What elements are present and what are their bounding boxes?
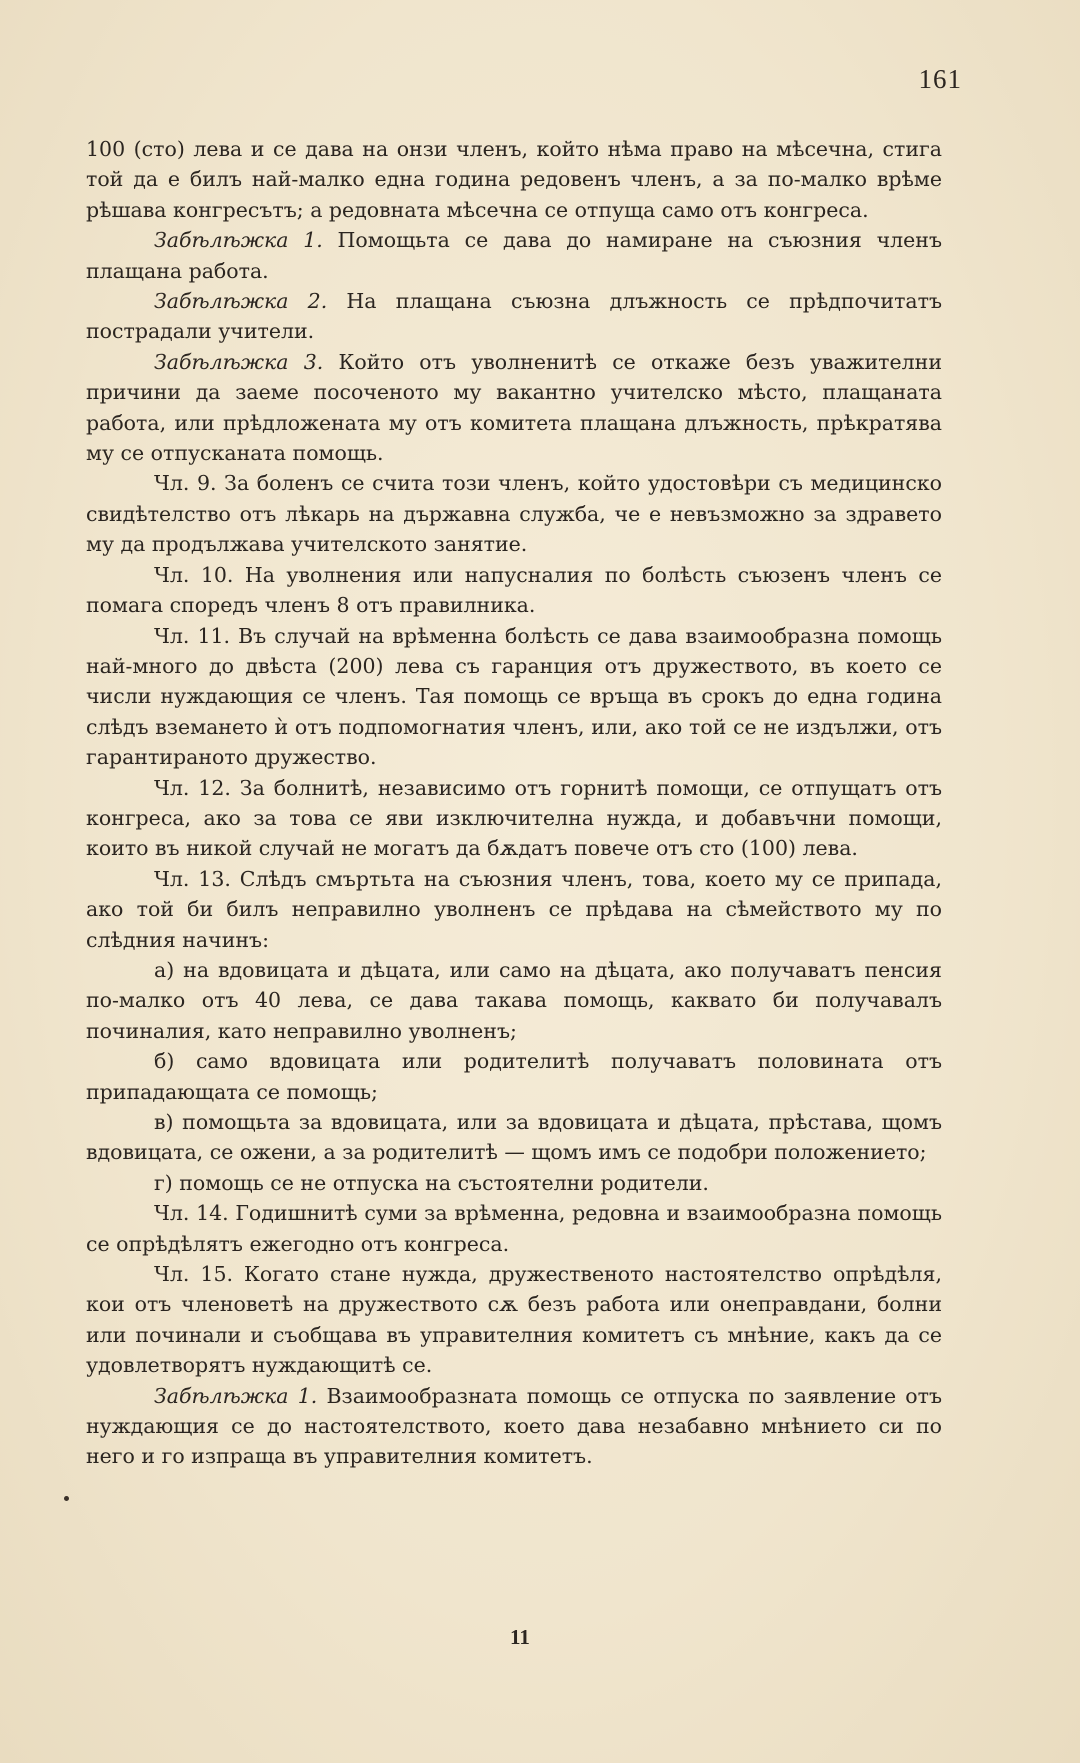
note-1: [86, 225, 942, 286]
signature-mark: 11: [510, 1625, 530, 1649]
article-12: Чл. 12. За болнитѣ, независимо отъ горнитѣ помощи, се отпущатъ отъ конгреса, ако за това се яви изключителна нужда, и добавъчни помощи, които въ никой случай не могатъ да бѫдатъ повече отъ сто (100) лева.: [86, 775, 942, 861]
note-label: Забѣлѣжка 1.: [154, 1383, 318, 1408]
note-text: Помощьта се дава до намиране на съюзния членъ плащана работа.: [86, 228, 942, 283]
note-text: Взаимообразната помощь се отпуска по заявление отъ нуждающия се до настоятелството, което дава незабавно мнѣнието си по него и го изпраща въ управителния комитетъ.: [86, 1383, 942, 1469]
list-item-a: а) на вдовицата и дѣцата, или само на дѣцата, ако получаватъ пенсия по-малко отъ 40 лева, се дава такава помощь, каквато би получавалъ починалия, като неправилно уволненъ;: [86, 957, 942, 1043]
article-10: Чл. 10. На уволнения или напусналия по болѣсть съюзенъ членъ се помага споредъ членъ 8 отъ правилника.: [86, 562, 942, 618]
paragraph-continuation: 100 (сто) лева и се дава на онзи членъ, който нѣма право на мѣсечна, стига той да е билъ най-малко една година редовенъ членъ, а за по-малко врѣме рѣшава конгресътъ; а редовната мѣсечна се отпуща само отъ конгреса.: [86, 137, 942, 222]
note-4: [86, 1381, 942, 1472]
note-text: На плащана съюзна длъжность се прѣдпочитатъ пострадали учители.: [86, 289, 943, 344]
list-item-b: б) само вдовицата или родителитѣ получаватъ половината отъ припадающата се помощь;: [86, 1049, 942, 1104]
note-2: [86, 286, 942, 347]
page-number: 161: [918, 64, 962, 94]
note-label: Забѣлѣжка 1.: [154, 228, 323, 253]
article-14: Чл. 14. Годишнитѣ суми за врѣменна, редовна и взаимообразна помощь се опрѣдѣлятъ ежегодно отъ конгреса.: [86, 1201, 942, 1256]
note-label: Забѣлѣжка 2.: [154, 289, 328, 314]
note-3: [86, 347, 942, 469]
margin-dot: [64, 1496, 69, 1501]
page-body: [86, 134, 942, 1472]
list-item-g: г) помощь се не отпуска на състоятелни родители.: [154, 1170, 709, 1195]
article-13: Чл. 13. Слѣдъ смъртьта на съюзния членъ, това, което му се припада, ако той би билъ неправилно уволненъ се прѣдава на сѣмейството му по слѣдния начинъ:: [86, 866, 942, 952]
article-9: Чл. 9. За боленъ се счита този членъ, който удостовѣри съ медицинско свидѣтелство отъ лѣкарь на държавна служба, че е невъзможно за здравето му да продължава учителското занятие.: [86, 471, 942, 557]
article-11: Чл. 11. Въ случай на врѣменна болѣсть се дава взаимообразна помощь най-много до двѣста (200) лева съ гаранция отъ дружеството, въ което се числи нуждающия се членъ. Тая помощь се връща въ срокъ до една година слѣдъ вземането ѝ отъ подпомогнатия членъ, или, ако той се не издължи, отъ гарантираното дружество.: [86, 623, 942, 770]
list-item-v: в) помощьта за вдовицата, или за вдовицата и дѣцата, прѣстава, щомъ вдовицата, се ожени, а за родителитѣ — щомъ имъ се подобри положението;: [86, 1110, 942, 1165]
note-label: Забѣлѣжка 3.: [154, 349, 324, 374]
article-15: Чл. 15. Когато стане нужда, дружественото настоятелство опрѣдѣля, кои отъ членоветѣ на дружеството сѫ безъ работа или онеправдани, болни или починали и съобщава въ управителния комитетъ съ мнѣние, какъ да се удовлетворятъ нуждающитѣ се.: [86, 1262, 942, 1378]
note-text: Който отъ уволненитѣ се откаже безъ уважителни причини да заеме посоченото му вакантно учителско мѣсто, плащаната работа, или прѣдложената му отъ комитета плащана длъжность, прѣкратява му се отпусканата помощь.: [86, 349, 943, 466]
